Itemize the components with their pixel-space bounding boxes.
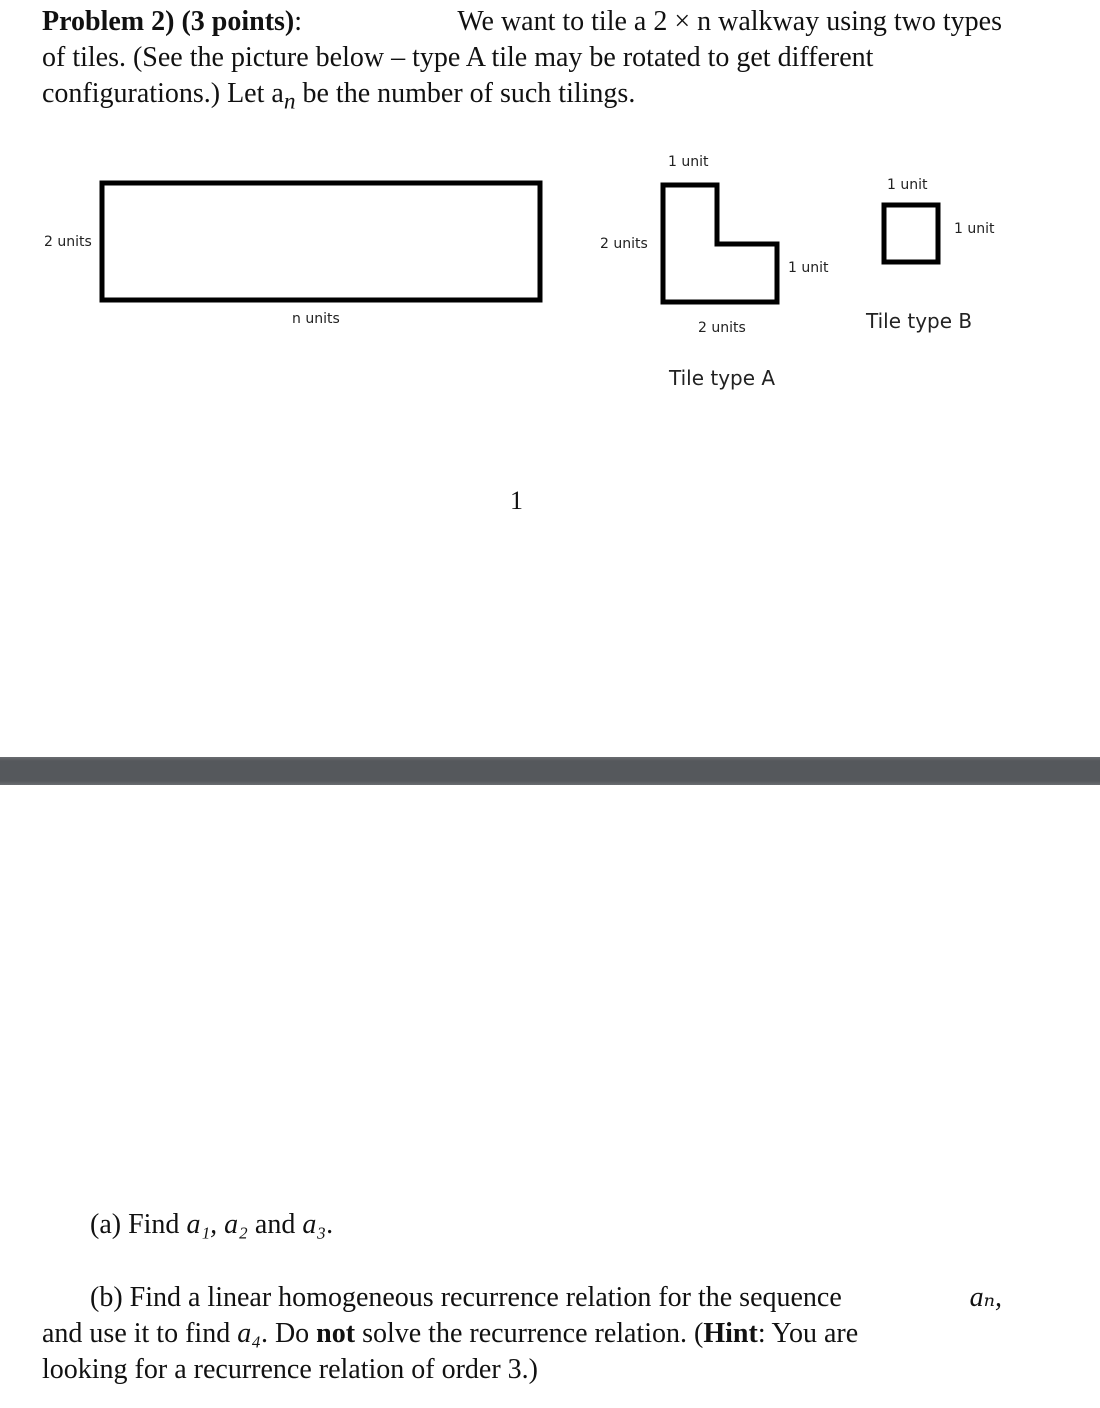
tile-a-bottom-label: 2 units	[698, 320, 746, 336]
figure-shapes	[0, 140, 1100, 410]
tiling-figure	[0, 140, 1100, 410]
tile-a-shape	[663, 185, 777, 302]
walkway-rectangle	[102, 183, 540, 300]
part-b-line2-bold: not	[316, 1318, 356, 1349]
walkway-width-label: n units	[292, 311, 340, 327]
problem-text-4: be the number of such tilings.	[302, 78, 636, 109]
tile-a-right-label: 1 unit	[788, 260, 829, 276]
part-b-line1-text: (b) Find a linear homogeneous recurrence relation for the sequence	[90, 1282, 842, 1313]
part-b-line-1	[42, 1280, 1002, 1316]
problem-heading: Problem 2) (3 points)	[42, 6, 295, 37]
problem-line-3	[42, 76, 1002, 120]
part-b-hint: Hint	[703, 1318, 758, 1349]
tile-b-right-label: 1 unit	[954, 221, 995, 237]
subscript-n: n	[283, 88, 296, 115]
part-b-line2-b: . Do	[260, 1318, 310, 1349]
part-a-prefix: (a) Find	[90, 1209, 180, 1240]
tile-a-caption: Tile type A	[669, 366, 776, 390]
part-b-line2-a: and use it to find	[42, 1318, 231, 1349]
part-b-line-3: looking for a recurrence relation of order 3.)	[42, 1354, 538, 1385]
tile-a-left-label: 2 units	[600, 236, 648, 252]
part-a-and: and	[254, 1209, 296, 1240]
problem-text-1: We want to tile a 2 × n walkway using two types	[457, 6, 1002, 37]
problem-line-1: Problem 2) (3 points): We want to tile a 2 × n walkway using two types	[42, 4, 1002, 40]
part-b-line2-d: : You are	[757, 1318, 859, 1349]
part-b-line2-c: solve the recurrence relation. (	[362, 1318, 704, 1349]
tile-b-top-label: 1 unit	[887, 177, 928, 193]
problem-statement	[42, 4, 1002, 120]
page-divider	[0, 757, 1100, 785]
tile-b-shape	[884, 205, 938, 262]
part-b	[42, 1280, 1002, 1388]
tile-a-top-label: 1 unit	[668, 154, 709, 170]
walkway-height-label: 2 units	[44, 234, 92, 250]
part-b-line-2	[42, 1316, 1002, 1352]
part-a-suffix: .	[326, 1209, 334, 1240]
tile-b-caption: Tile type B	[866, 309, 973, 333]
problem-line-2	[42, 40, 1002, 76]
part-b-line1-math: aₙ,	[969, 1282, 1002, 1313]
part-a	[90, 1207, 790, 1243]
problem-text-3: configurations.) Let a	[42, 78, 284, 109]
problem-text-2: of tiles. (See the picture below – type A tile may be rotated to get different	[42, 42, 874, 73]
part-b-line2-math: a₄	[237, 1318, 261, 1349]
page-number: 1	[510, 486, 523, 515]
part-a-math-2: a₃	[302, 1209, 327, 1240]
part-a-math-1: a₁, a₂	[186, 1209, 248, 1240]
